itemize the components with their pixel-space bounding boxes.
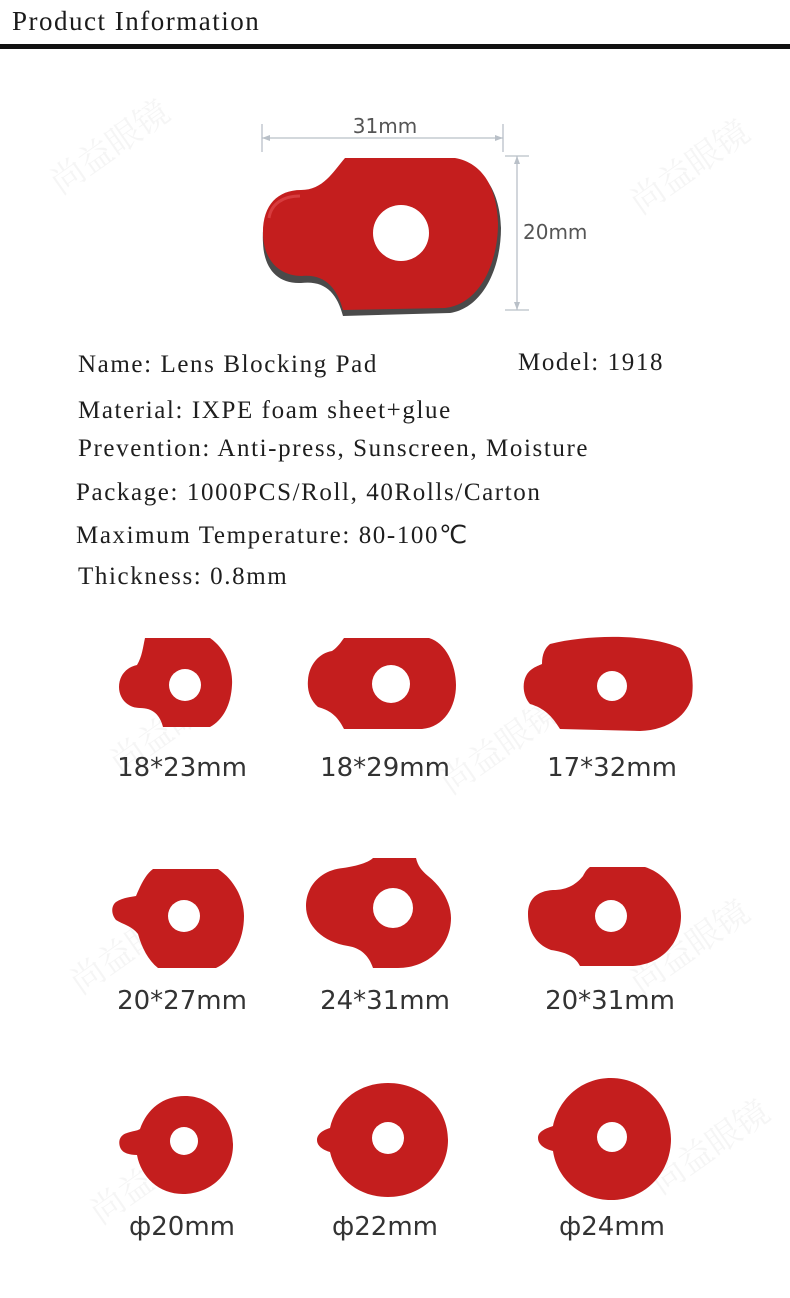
center-hole <box>373 205 429 261</box>
pad-variant-7 <box>117 1093 237 1198</box>
arrow-up-icon <box>514 156 520 164</box>
center-hole <box>170 1127 198 1155</box>
pad-variant-label: 18*23mm <box>117 753 247 783</box>
arrow-right-icon <box>495 135 503 141</box>
spec-thickness: Thickness: 0.8mm <box>78 563 289 590</box>
spec-prevention: Prevention: Anti-press, Sunscreen, Moisture <box>78 435 590 462</box>
center-hole <box>373 888 413 928</box>
pad-variant-3 <box>520 636 695 736</box>
center-hole <box>168 900 200 932</box>
pad-variant-label: ф22mm <box>332 1212 438 1242</box>
center-hole <box>597 1122 627 1152</box>
spec-model: Model: 1918 <box>518 349 665 376</box>
hero-pad-svg <box>245 108 605 333</box>
spec-material: Material: IXPE foam sheet+glue <box>78 397 452 424</box>
pad-variant-label: ф20mm <box>129 1212 235 1242</box>
width-label: 31mm <box>352 114 418 138</box>
title-divider <box>0 44 790 49</box>
pad-variant-label: 24*31mm <box>320 986 450 1016</box>
center-hole <box>372 1122 404 1154</box>
pad-variant-label: 20*27mm <box>117 986 247 1016</box>
pad-variant-5 <box>303 856 453 971</box>
watermark <box>38 85 178 203</box>
pad-variant-8 <box>314 1080 454 1200</box>
height-label: 20mm <box>523 220 588 244</box>
pad-variant-label: 20*31mm <box>545 986 675 1016</box>
watermark <box>618 105 758 223</box>
pad-variant-label: ф24mm <box>559 1212 665 1242</box>
pad-variant-9 <box>535 1075 675 1205</box>
pad-variant-4 <box>108 866 248 971</box>
pad-variant-label: 17*32mm <box>547 753 677 783</box>
pad-variant-label: 18*29mm <box>320 753 450 783</box>
pad-variant-2 <box>304 635 459 735</box>
pad-variant-1 <box>115 635 235 735</box>
hero-product-diagram <box>245 108 605 333</box>
center-hole <box>597 671 627 701</box>
spec-max-temperature: Maximum Temperature: 80-100℃ <box>76 522 469 549</box>
center-hole <box>372 665 410 703</box>
spec-package: Package: 1000PCS/Roll, 40Rolls/Carton <box>76 479 542 506</box>
spec-name: Name: Lens Blocking Pad <box>78 351 378 378</box>
arrow-down-icon <box>514 302 520 310</box>
center-hole <box>169 669 201 701</box>
center-hole <box>595 900 627 932</box>
arrow-left-icon <box>262 135 270 141</box>
page-title: Product Information <box>12 6 261 36</box>
pad-variant-6 <box>525 864 685 969</box>
